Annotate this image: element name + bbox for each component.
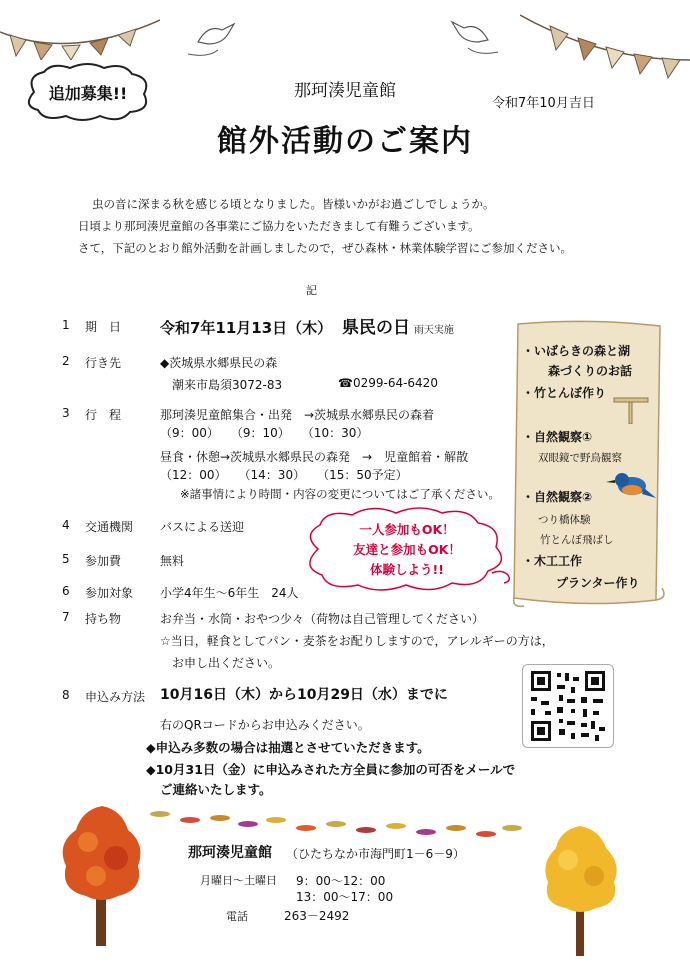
item-number: 3 xyxy=(62,406,70,420)
leaves-decoration xyxy=(150,806,530,846)
activity-item: ・いばらきの森と湖 xyxy=(522,344,631,358)
place-address: 潮来市島須3072-83 xyxy=(172,378,283,392)
intro-line: さて，下記のとおり館外活動を計画しましたので，ぜひ森林・林業体験学習にご参加ください。 xyxy=(78,241,573,255)
item-number: 6 xyxy=(62,584,70,598)
item-label: 行き先 xyxy=(85,356,122,370)
activity-subitem: つり橋体験 xyxy=(538,514,591,526)
hours-label: 月曜日～土曜日 xyxy=(200,874,277,887)
bring-line: お弁当・水筒・おやつ少々（荷物は自己管理してください） xyxy=(160,612,485,626)
item-number: 4 xyxy=(62,518,70,532)
item-number: 2 xyxy=(62,354,70,368)
item-label: 参加費 xyxy=(85,554,122,568)
item-label: 期 日 xyxy=(85,320,122,334)
apply-line: 右のQRコードからお申込みください。 xyxy=(160,718,370,732)
activity-subitem: 双眼鏡で野鳥観察 xyxy=(538,452,622,464)
item-label: 行 程 xyxy=(85,408,122,422)
rain-note: 雨天実施 xyxy=(413,325,454,336)
activity-subitem: 竹とんぼ飛ばし xyxy=(540,534,614,546)
bamboo-dragonfly-icon xyxy=(612,394,650,424)
item-label: 持ち物 xyxy=(85,612,122,626)
bird-icon xyxy=(438,12,508,57)
schedule-line: （12：00） （14：30） （15：50予定） xyxy=(160,468,408,482)
item-number: 5 xyxy=(62,552,70,566)
intro-line: 虫の音に深まる秋を感じる頃となりました。皆様いかがお過ごしでしょうか。 xyxy=(92,197,495,211)
schedule-line: 那珂湊児童館集合・出発 →茨城県水郷県民の森着 xyxy=(160,408,435,422)
autumn-tree-right-icon xyxy=(538,820,624,960)
tel-label: 電話 xyxy=(226,910,248,923)
item-number: 8 xyxy=(62,688,70,702)
schedule-line: （9：00） （9：10） （10：30） xyxy=(160,426,369,440)
transport-value: バスによる送迎 xyxy=(160,520,245,534)
item-number: 7 xyxy=(62,610,70,624)
footer-address: （ひたちなか市海門町1－6－9） xyxy=(286,847,465,861)
kingfisher-icon xyxy=(606,466,658,504)
schedule-line: 昼食・休憩→茨城県水郷県民の森発 → 児童館着・解散 xyxy=(160,450,469,464)
qr-code[interactable] xyxy=(522,664,614,748)
item-label: 交通機関 xyxy=(85,520,134,534)
tel-number: 263－2492 xyxy=(284,909,350,923)
ki-heading: 記 xyxy=(306,284,317,297)
apply-line: ◆10月31日（金）に申込みされた方全員に参加の可否をメールで xyxy=(146,762,516,777)
bunting-left-decoration xyxy=(0,0,160,60)
place-name: ◆茨城県水郷県民の森 xyxy=(160,356,278,370)
item-label: 申込み方法 xyxy=(85,690,146,704)
activity-item: プランター作り xyxy=(556,576,640,590)
apply-period: 10月16日（木）から10月29日（水）までに xyxy=(160,687,448,703)
activity-item: ・自然観察① xyxy=(522,430,593,444)
cloud-line: 体験しよう!! xyxy=(370,562,444,577)
activity-item: ・自然観察② xyxy=(522,490,593,504)
bring-line: お申し出ください。 xyxy=(172,656,281,670)
autumn-tree-left-icon xyxy=(52,800,152,950)
event-date: 令和7年11月13日（木） xyxy=(160,319,333,337)
activity-item: ・木工工作 xyxy=(522,554,583,568)
hours-morning: 9：00～12：00 xyxy=(296,874,386,888)
badge-text: 追加募集!! xyxy=(48,83,128,103)
item-number: 1 xyxy=(62,318,70,332)
cloud-line: 一人参加もOK！ xyxy=(359,522,455,537)
apply-line: ◆申込み多数の場合は抽選とさせていただきます。 xyxy=(146,740,430,755)
hours-afternoon: 13：00～17：00 xyxy=(296,890,394,904)
place-phone: ☎0299-64-6420 xyxy=(338,376,438,390)
bring-line: ☆当日，軽食としてパン・麦茶をお配りしますので，アレルギーの方は， xyxy=(160,634,554,648)
schedule-note: ※諸事情により時間・内容の変更についてはご了承ください。 xyxy=(180,487,500,501)
cloud-line: 友達と参加もOK！ xyxy=(353,542,461,557)
event-holiday: 県民の日 xyxy=(342,318,411,338)
item-label: 参加対象 xyxy=(85,586,134,600)
apply-line: ご連絡いたします。 xyxy=(160,782,272,797)
fee-value: 無料 xyxy=(160,554,185,568)
intro-line: 日頃より那珂湊児童館の各事業にご協力をいただきまして有難うございます。 xyxy=(78,219,480,233)
footer-name: 那珂湊児童館 xyxy=(188,845,272,861)
target-value: 小学4年生～6年生 24人 xyxy=(160,586,299,600)
organization-name: 那珂湊児童館 xyxy=(294,81,396,101)
issue-date: 令和7年10月吉日 xyxy=(492,96,595,111)
bird-icon xyxy=(178,14,248,59)
activity-item: ・竹とんぼ作り xyxy=(522,386,607,400)
page-title: 館外活動のご案内 xyxy=(217,124,473,159)
activity-item: 森づくりのお話 xyxy=(548,364,633,378)
